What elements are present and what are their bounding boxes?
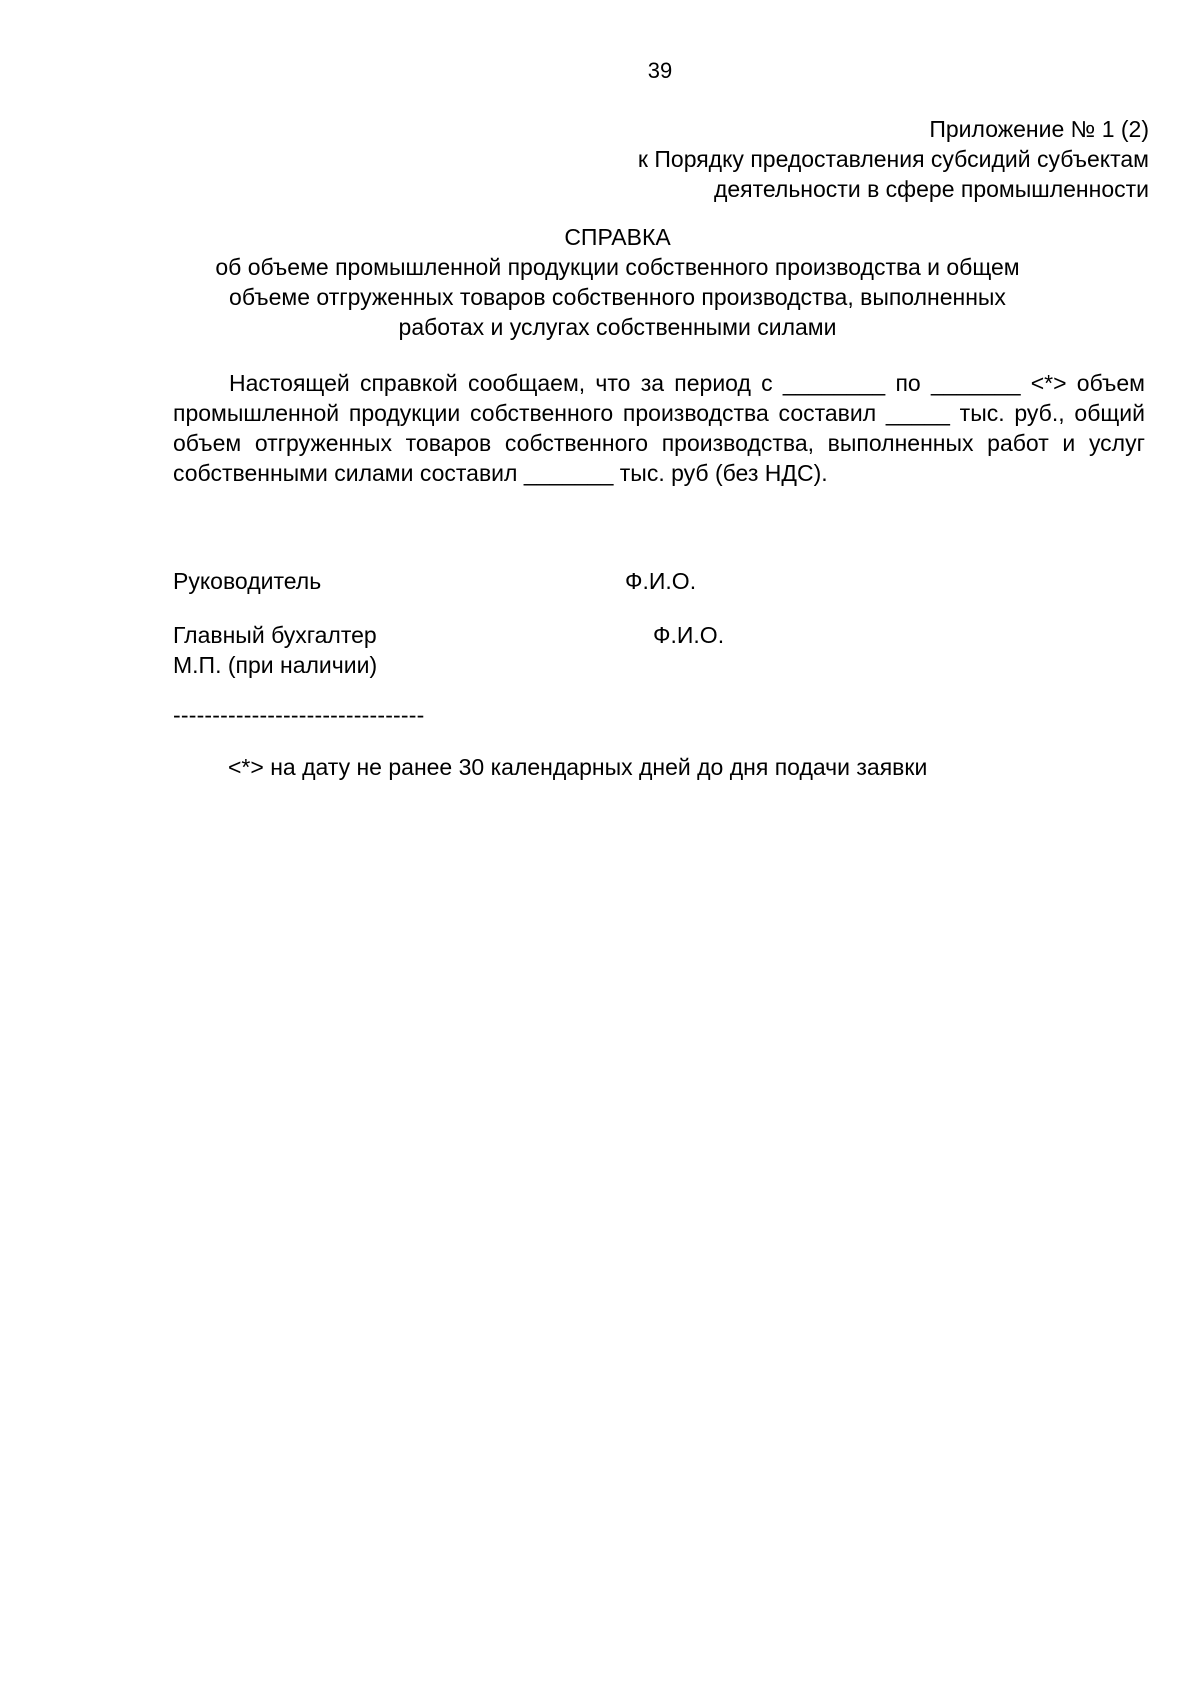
appendix-header (638, 114, 1149, 204)
footnote-separator: -------------------------------- (173, 702, 425, 728)
page-number: 39 (647, 58, 673, 83)
title-line-1: об объеме промышленной продукции собственного производства и общем (215, 254, 1020, 280)
title-heading: СПРАВКА (564, 224, 671, 250)
appendix-line-1: Приложение № 1 (2) (929, 116, 1149, 142)
head-name: Ф.И.О. (625, 568, 697, 594)
document-title (160, 222, 1075, 342)
stamp-label: М.П. (при наличии) (173, 652, 378, 678)
appendix-line-2: к Порядку предоставления субсидий субъектам (637, 146, 1149, 172)
body-paragraph: Настоящей справкой сообщаем, что за период с ________ по _______ <*> объем промышленной продукции собственного производства составил _____ тыс. руб., общий объем отгруженных товаров собственного производства, выполненных работ и услуг собственными силами составил _______ тыс. руб (без НДС). (173, 370, 1145, 486)
appendix-line-3: деятельности в сфере промышленности (713, 176, 1149, 202)
accountant-label: Главный бухгалтер (173, 622, 377, 648)
head-label: Руководитель (173, 568, 322, 594)
accountant-name: Ф.И.О. (653, 622, 725, 648)
footnote: <*> на дату не ранее 30 календарных дней до дня подачи заявки (228, 754, 928, 780)
body-section (173, 368, 1145, 488)
title-line-2: объеме отгруженных товаров собственного производства, выполненных (229, 284, 1006, 310)
title-line-3: работах и услугах собственными силами (398, 314, 837, 340)
